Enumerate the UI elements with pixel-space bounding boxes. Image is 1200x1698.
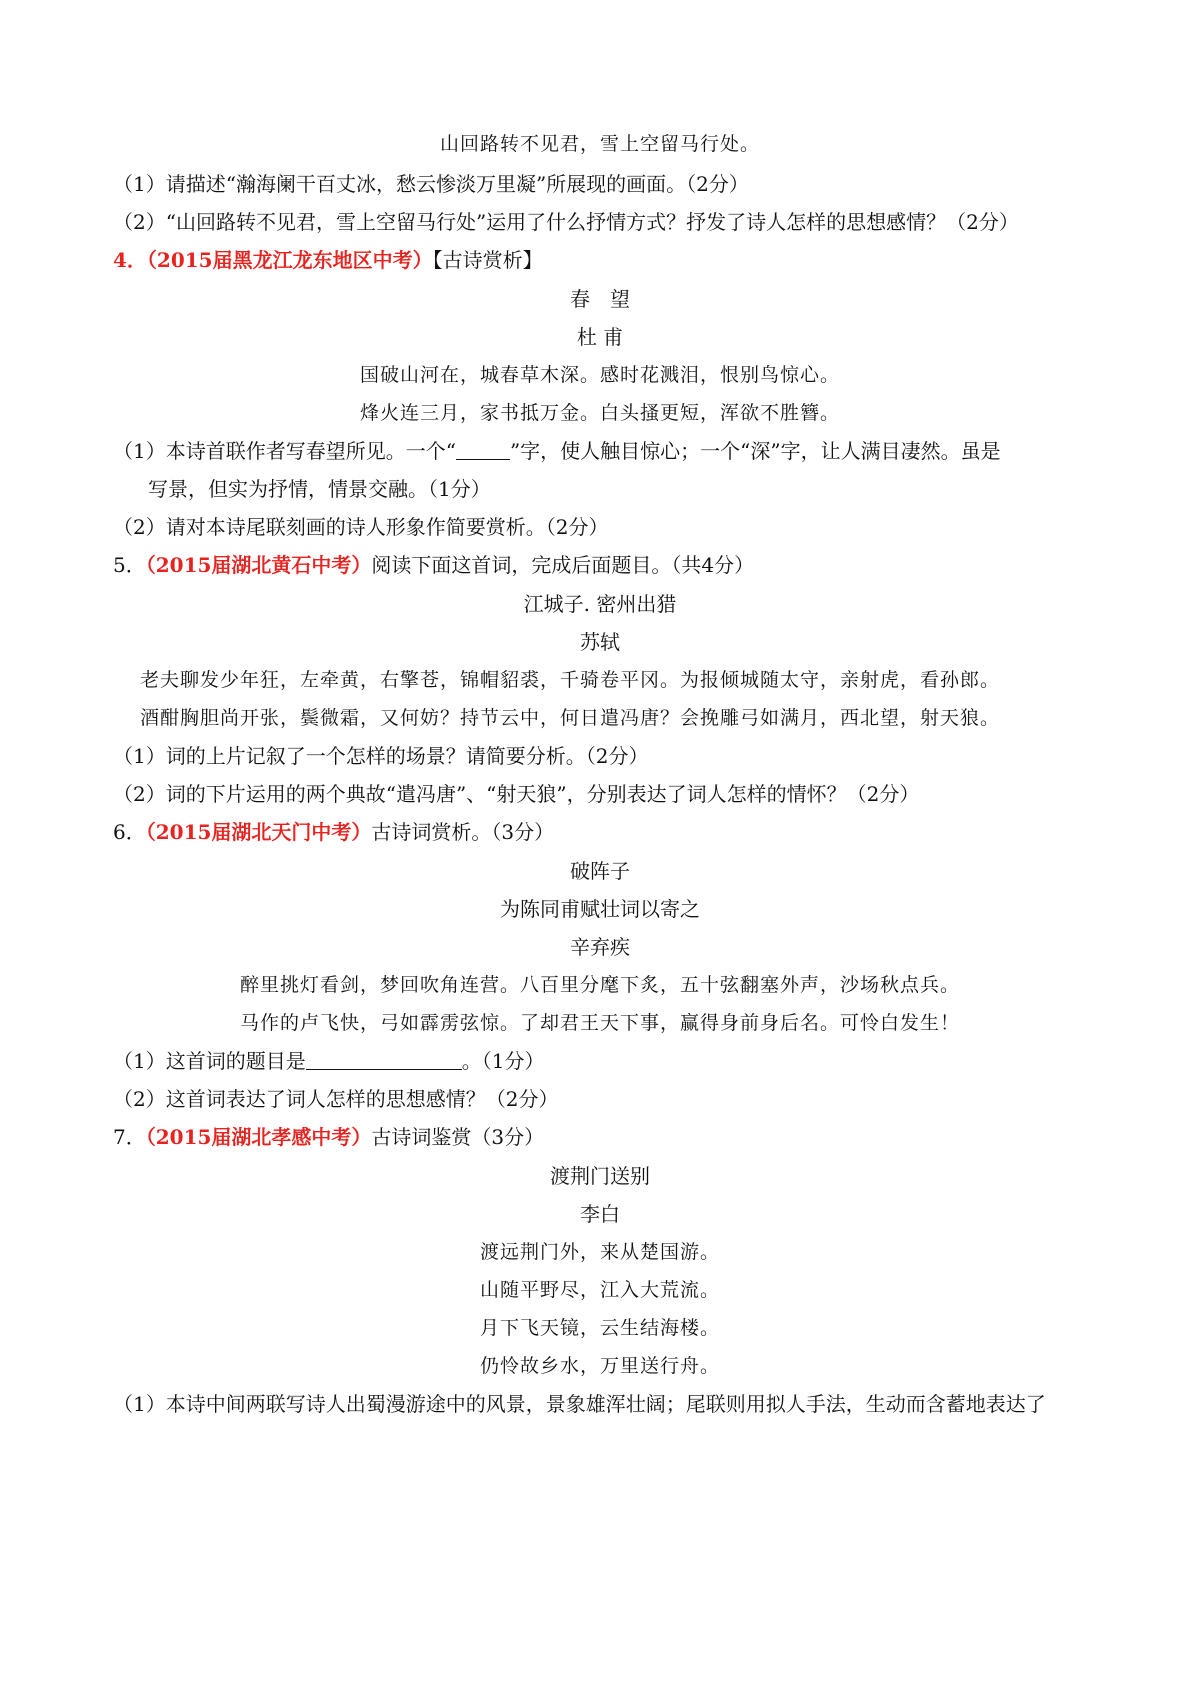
question-item: （2）“山回路转不见君，雪上空留马行处”运用了什么抒情方式？抒发了诗人怎样的思想感情？（2分） [113,210,1019,234]
question-item: （1）请描述“瀚海阑干百丈冰，愁云惨淡万里凝”所展现的画面。（2分） [113,172,749,196]
question-header [113,818,554,846]
question-source: （2015届湖北孝感中考） [145,1125,372,1149]
poem-author: 苏轼 [580,630,620,654]
poem-author: 杜 甫 [576,325,624,349]
poem-title: 江城子. 密州出猎 [523,592,677,616]
poem-line: 烽火连三月，家书抵万金。白头搔更短，浑欲不胜簪。 [359,402,840,424]
question-number: 6． [113,820,146,844]
question-item-continued: 写景，但实为抒情，情景交融。（1分） [148,477,491,501]
poem-title: 破阵子 [570,859,630,883]
poem-title: 春 望 [570,287,630,311]
question-instruction: 古诗词鉴赏（3分） [371,1125,545,1149]
question-item: （1）词的上片记叙了一个怎样的场景？请简要分析。（2分） [113,744,649,768]
poem-line: 山回路转不见君，雪上空留马行处。 [439,133,760,155]
answer-blank[interactable] [456,439,510,460]
question-header [113,246,543,274]
poem-author: 李白 [580,1202,620,1226]
question-source: （2015届湖北天门中考） [145,820,372,844]
question-item: （1）这首词的题目是 。（1分） [113,1049,545,1073]
poem-line: 醉里挑灯看剑，梦回吹角连营。八百里分麾下炙，五十弦翻塞外声，沙场秋点兵。 [239,974,960,996]
poem-title: 渡荆门送别 [550,1164,650,1188]
poem-author: 辛弃疾 [570,935,630,959]
poem-line: 月下飞天镜，云生结海楼。 [479,1317,720,1339]
question-source: （2015届黑龙江龙东地区中考） [146,248,433,272]
question-item: （1）本诗首联作者写春望所见。一个“ ”字，使人触目惊心；一个“深”字，让人满目凄然。虽是 [113,439,1001,463]
question-item: （2）请对本诗尾联刻画的诗人形象作简要赏析。（2分） [113,515,609,539]
question-header [113,551,754,579]
question-item: （2）词的下片运用的两个典故“遣冯唐”、“射天狼”，分别表达了词人怎样的情怀？（2分） [113,782,920,806]
question-header [113,1123,544,1151]
poem-line: 马作的卢飞快，弓如霹雳弦惊。了却君王天下事，赢得身前身后名。可怜白发生！ [239,1012,960,1034]
question-item: （1）本诗中间两联写诗人出蜀漫游途中的风景，景象雄浑壮阔；尾联则用拟人手法，生动而含蓄地表达了 [113,1392,1046,1416]
question-number: 7． [113,1125,146,1149]
question-item: （2）这首词表达了词人怎样的思想感情？（2分） [113,1087,559,1111]
poem-line: 国破山河在，城春草木深。感时花溅泪，恨别鸟惊心。 [359,364,840,386]
question-source: （2015届湖北黄石中考） [145,553,372,577]
poem-line: 仍怜故乡水，万里送行舟。 [479,1355,720,1377]
answer-blank[interactable] [306,1049,462,1070]
question-number: 5． [113,553,146,577]
question-instruction: 阅读下面这首词，完成后面题目。（共4分） [371,553,755,577]
question-instruction: 【古诗赏析】 [432,248,543,272]
poem-line: 山随平野尽，江入大荒流。 [479,1279,720,1301]
question-instruction: 古诗词赏析。（3分） [371,820,555,844]
poem-line: 酒酣胸胆尚开张，鬓微霜，又何妨？持节云中，何日遣冯唐？会挽雕弓如满月，西北望，射天狼。 [140,707,1001,729]
poem-line: 渡远荆门外，来从楚国游。 [479,1241,720,1263]
question-number: 4． [113,248,147,272]
poem-line: 老夫聊发少年狂，左牵黄，右擎苍，锦帽貂裘，千骑卷平冈。为报倾城随太守，亲射虎，看孙郎。 [140,669,1001,691]
poem-subtitle: 为陈同甫赋壮词以寄之 [500,897,700,921]
